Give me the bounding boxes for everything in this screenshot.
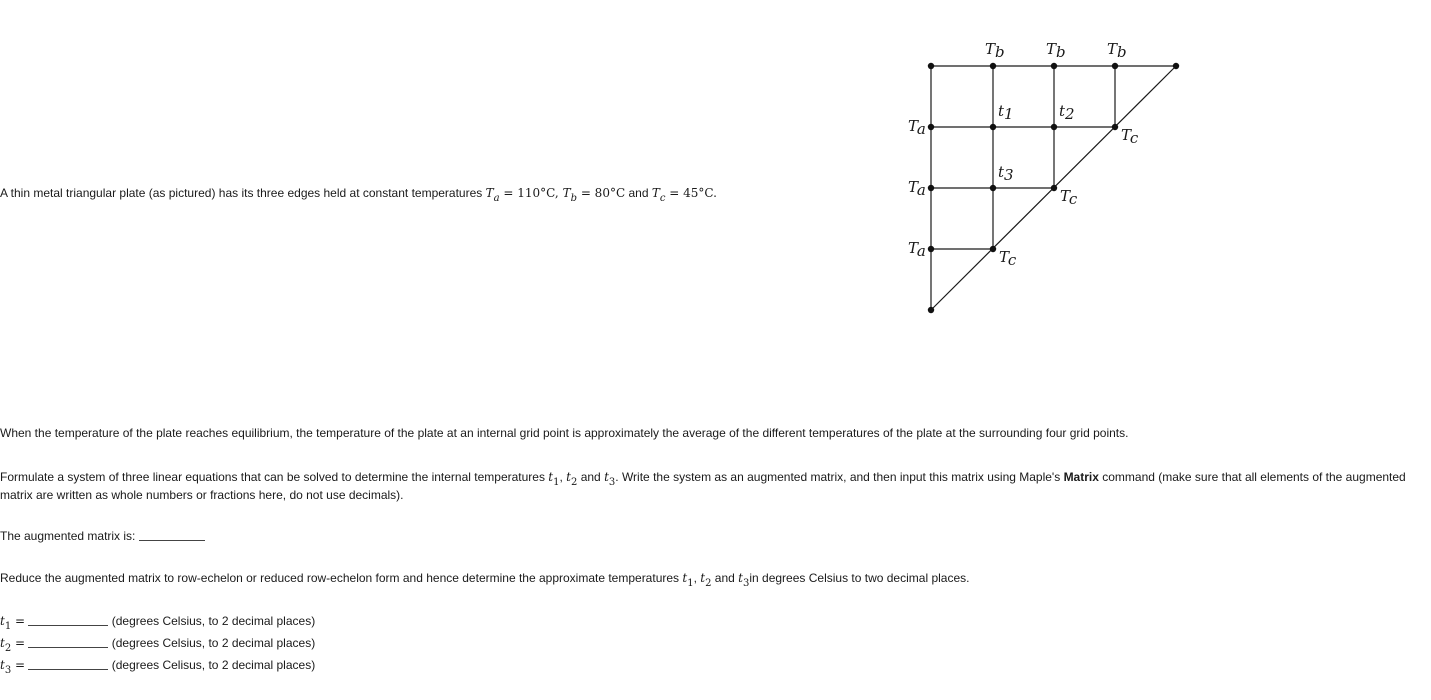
intro-and: and [625,186,652,200]
ta-value: = 110°C, [499,186,563,200]
tc-label-3: Tc [999,248,1017,269]
t3-label: t3 [998,163,1014,184]
ta-label-3: Ta [908,239,926,260]
t3-note: (degrees Celisus, to 2 decimal places) [111,658,316,672]
tb-label-2: Tb [1046,40,1066,61]
tc-label-2: Tc [1060,187,1078,208]
t1-input[interactable] [28,624,108,626]
tc-sub: c [659,193,666,204]
tc-symbol: T [651,186,660,200]
augmented-matrix-row [0,529,205,543]
t1-label: t1 [998,102,1014,123]
reduce-paragraph: Reduce the augmented matrix to row-echelon or reduced row-echelon form and hence determine the approximate temperatures $t_1$, $t_2$ and $t_3in$ degrees Celsius to two decimal places. [0,571,970,589]
formulate-paragraph: Formulate a system of three linear equations that can be solved to determine the internal temperatures $t_1$, $t_2$ and $t_3$. Write the system as an augmented matrix, and then input this matrix using Maple's Matrix command (make sure that all elements of the augmented matrix are written as whole numbers or fractions here, do not use decimals). [0,470,1406,502]
plate-diagram [0,0,1431,330]
tb-label-1: Tb [985,40,1005,61]
ta-label-2: Ta [908,178,926,199]
answer-t1: $t_1$ = (degrees Celsius, to 2 decimal places) [0,614,316,632]
t2-label: t2 [1059,102,1075,123]
augmented-label: The augmented matrix is: [0,529,139,543]
ta-symbol: T [485,186,494,200]
tc-label-1: Tc [1121,126,1139,147]
t3-input[interactable] [28,668,108,670]
augmented-matrix-input[interactable] [139,539,205,541]
tb-symbol: T [562,186,571,200]
t2-input[interactable] [28,646,108,648]
equilibrium-paragraph: When the temperature of the plate reaches equilibrium, the temperature of the plate at an internal grid point is approximately the average of the different temperatures of the plate at the surrounding four grid points. [0,426,1129,440]
tb-value: = 80°C [577,186,626,200]
tc-value: = 45°C. [665,186,717,200]
answer-t2: $t_2$ = (degrees Celsius, to 2 decimal places) [0,636,316,654]
tb-label-3: Tb [1107,40,1127,61]
matrix-command: Matrix [1063,470,1099,484]
tb-sub: b [570,193,577,204]
intro-text: A thin metal triangular plate (as pictured) has its three edges held at constant temperatures [0,186,486,200]
answer-t3: $t_3$ = (degrees Celisus, to 2 decimal places) [0,658,316,676]
t1-note: (degrees Celsius, to 2 decimal places) [111,614,316,628]
ta-sub: a [493,193,500,204]
ta-label-1: Ta [908,117,926,138]
answer-list [0,610,315,676]
t2-note: (degrees Celsius, to 2 decimal places) [111,636,316,650]
